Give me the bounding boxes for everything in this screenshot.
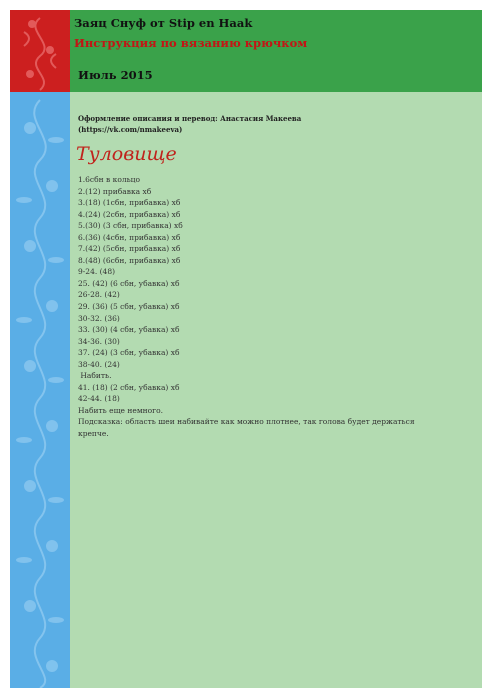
document-date: Июль 2015 [78, 68, 153, 82]
instruction-line: 9-24. (48) [78, 267, 116, 277]
instruction-line: 4.(24) (2сбн, прибавка) хб [78, 209, 181, 219]
instruction-line: 5.(30) (3 сбн, прибавка) хб [78, 221, 183, 231]
instruction-line: Набить. [78, 371, 112, 381]
instruction-line: 34-36. (30) [78, 336, 120, 346]
instruction-line: 41. (18) (2 сбн, убавка) хб [78, 382, 180, 392]
header-text [74, 16, 464, 50]
credit-text: Оформление описания и перевод: Анастасия Макеева (https://vk.com/nmakeeva) [78, 114, 302, 134]
instruction-line: 29. (36) (5 сбн, убавка) хб [78, 302, 180, 312]
instruction-line: Набить еще немного. [78, 405, 163, 415]
instruction-line: 3.(18) (1сбн, прибавка) хб [78, 198, 181, 208]
floral-ornament-icon [10, 10, 70, 688]
section-heading: Туловище [76, 143, 177, 165]
instructions-body [78, 174, 438, 440]
instruction-line: 33. (30) (4 сбн, убавка) хб [78, 325, 180, 335]
instruction-line: 7.(42) (5сбн, прибавка) хб [78, 244, 181, 254]
hint-note: Подсказка: область шеи набивайте как можно плотнее, так голова будет держаться крепче. [78, 417, 415, 439]
instruction-line: 6.(36) (4сбн, прибавка) хб [78, 232, 181, 242]
instruction-line: 37. (24) (3 сбн, убавка) хб [78, 348, 180, 358]
instruction-line: 8.(48) (6сбн, прибавка) хб [78, 255, 181, 265]
instruction-line: 38-40. (24) [78, 359, 120, 369]
instruction-line: 42-44. (18) [78, 394, 120, 404]
decorative-side-stripe [10, 10, 70, 688]
instruction-line: 30-32. (36) [78, 313, 120, 323]
instruction-line: 26-28. (42) [78, 290, 120, 300]
document-subtitle: Инструкция по вязанию крючком [74, 36, 308, 50]
instruction-line: 2.(12) прибавка хб [78, 186, 152, 196]
instruction-line: 25. (42) (6 сбн, убавка) хб [78, 278, 180, 288]
document-title: Заяц Снуф от Stip en Haak [74, 16, 253, 30]
instruction-line: 1.6сбн в кольцо [78, 175, 141, 184]
